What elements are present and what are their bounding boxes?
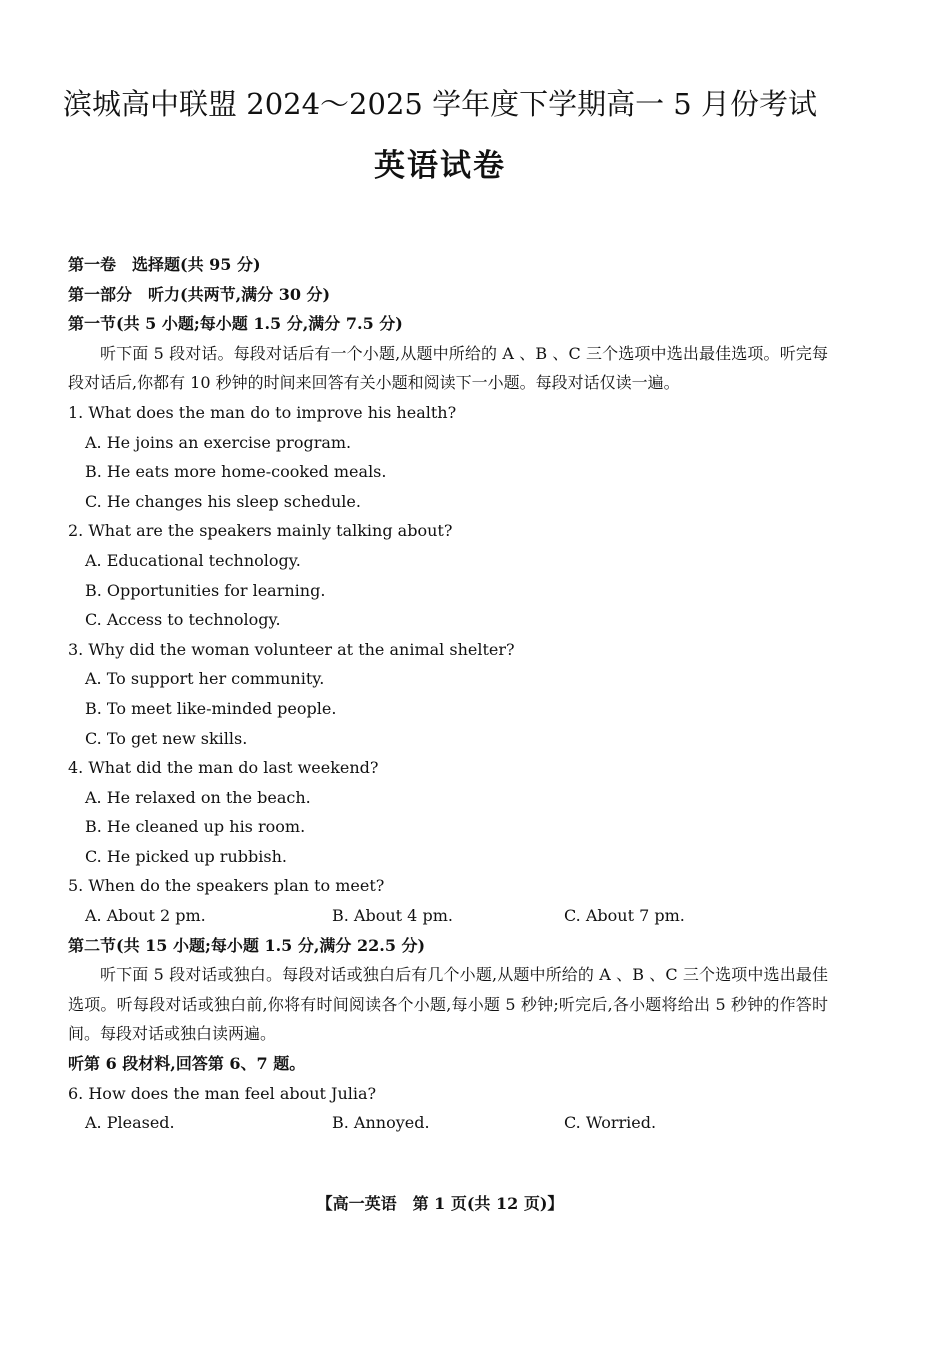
option-4b: B. He cleaned up his room. <box>85 817 306 837</box>
exam-title: 滨城高中联盟 2024～2025 学年度下学期高一 5 月份考试 <box>63 87 817 121</box>
option-4a: A. He relaxed on the beach. <box>85 787 311 807</box>
option-3a: A. To support her community. <box>85 669 325 689</box>
material-6-note: 听第 6 段材料,回答第 6、7 题。 <box>68 1054 306 1074</box>
option-3b: B. To meet like-minded people. <box>85 698 337 718</box>
volume-heading: 第一卷 选择题(共 95 分) <box>68 255 261 274</box>
option-5a: A. About 2 pm. <box>85 906 206 926</box>
question-2: 2. What are the speakers mainly talking about? <box>68 521 453 541</box>
section-heading-1: 第一节(共 5 小题;每小题 1.5 分,满分 7.5 分) <box>68 314 403 334</box>
part-heading: 第一部分 听力(共两节,满分 30 分) <box>68 284 331 304</box>
option-5b: B. About 4 pm. <box>332 906 453 926</box>
page-footer: 【高一英语 第 1 页(共 12 页)】 <box>316 1194 564 1213</box>
question-3: 3. Why did the woman volunteer at the animal shelter? <box>68 639 515 659</box>
option-4c: C. He picked up rubbish. <box>85 846 287 866</box>
options-row-5 <box>68 901 828 931</box>
option-3c: C. To get new skills. <box>85 728 248 748</box>
option-1c: C. He changes his sleep schedule. <box>85 491 361 511</box>
option-6b: B. Annoyed. <box>332 1113 430 1133</box>
option-2a: A. Educational technology. <box>85 550 301 570</box>
exam-subtitle: 英语试卷 <box>374 148 506 184</box>
question-6: 6. How does the man feel about Julia? <box>68 1083 377 1103</box>
option-5c: C. About 7 pm. <box>564 906 685 926</box>
option-2c: C. Access to technology. <box>85 610 281 630</box>
question-1: 1. What does the man do to improve his health? <box>68 402 457 422</box>
option-1b: B. He eats more home-cooked meals. <box>85 462 387 482</box>
option-2b: B. Opportunities for learning. <box>85 580 326 600</box>
option-6a: A. Pleased. <box>85 1113 175 1133</box>
question-4: 4. What did the man do last weekend? <box>68 758 379 778</box>
instructions-1: 听下面 5 段对话。每段对话后有一个小题,从题中所给的 A 、B 、C 三个选项中选出最佳选项。听完每段对话后,你都有 10 秒钟的时间来回答有关小题和阅读下一小题。每段对话仅读一遍。 <box>68 343 828 393</box>
options-row-6 <box>68 1108 828 1138</box>
question-5: 5. When do the speakers plan to meet? <box>68 876 385 896</box>
option-6c: C. Worried. <box>564 1113 657 1133</box>
option-1a: A. He joins an exercise program. <box>85 432 352 452</box>
section-heading-2: 第二节(共 15 小题;每小题 1.5 分,满分 22.5 分) <box>68 935 426 955</box>
instructions-2: 听下面 5 段对话或独白。每段对话或独白后有几个小题,从题中所给的 A 、B 、C 三个选项中选出最佳选项。听每段对话或独白前,你将有时间阅读各个小题,每小题 5 秒钟;听完后,各小题将给出 5 秒钟的作答时间。每段对话或独白读两遍。 <box>68 965 828 1044</box>
exam-body <box>68 250 828 1138</box>
